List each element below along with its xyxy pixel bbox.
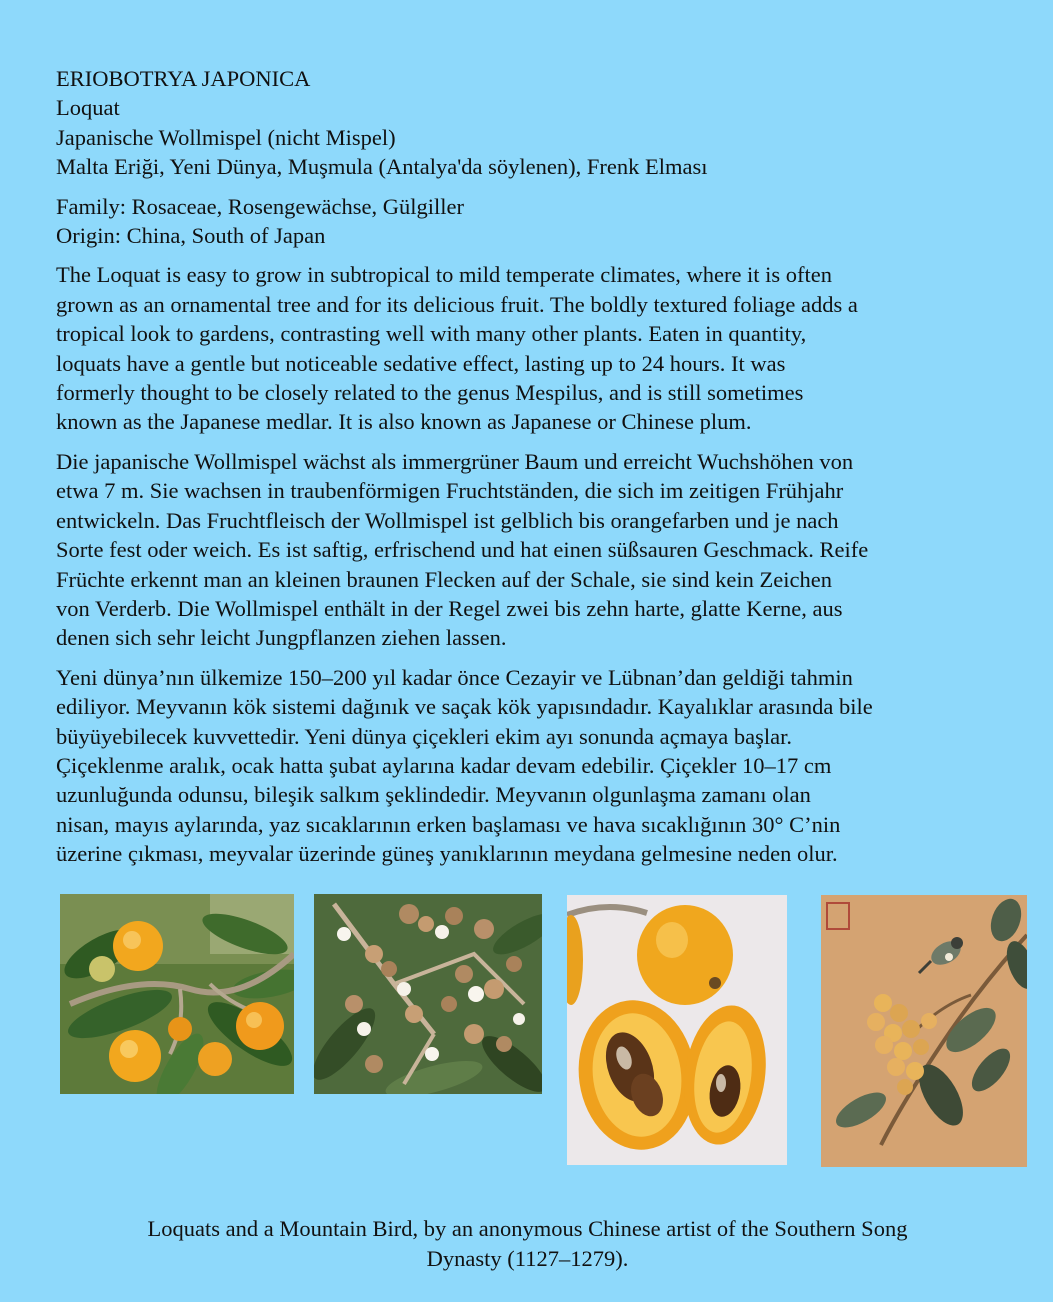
paragraph-line: denen sich sehr leicht Jungpflanzen ziehen lassen. [56, 625, 507, 651]
family-line: Family: Rosaceae, Rosengewächse, Gülgiller [56, 193, 465, 219]
origin-line: Origin: China, South of Japan [56, 223, 326, 249]
name-block [56, 64, 1001, 182]
paragraph-line: Die japanische Wollmispel wächst als immergrüner Baum und erreicht Wuchshöhen von [56, 448, 854, 474]
paragraph-line: etwa 7 m. Sie wachsen in traubenförmigen Fruchtständen, die sich im zeitigen Frühjahr [56, 478, 844, 504]
paragraph-line: known as the Japanese medlar. It is also known as Japanese or Chinese plum. [56, 409, 752, 435]
loquat-blossom-photo [314, 894, 542, 1094]
turkish-names: Malta Eriği, Yeni Dünya, Muşmula (Antalya'da söylenen), Frenk Elması [56, 154, 708, 180]
taxonomy-block [56, 192, 1001, 251]
article-text [56, 64, 1001, 869]
paragraph-line: entwickeln. Das Fruchtfleisch der Wollmispel ist gelblich bis orangefarben und je nach [56, 507, 839, 533]
english-name: Loquat [56, 95, 120, 121]
painting-caption [60, 1214, 995, 1273]
paragraph-line: Çiçeklenme aralık, ocak hatta şubat aylarına kadar devam edebilir. Çiçekler 10–17 cm [56, 752, 832, 778]
paragraph-line: uzunluğunda odunsu, bileşik salkım şeklindedir. Meyvanın olgunlaşma zamanı olan [56, 782, 811, 808]
german-name: Japanische Wollmispel (nicht Mispel) [56, 124, 396, 150]
paragraph-line: von Verderb. Die Wollmispel enthält in der Regel zwei bis zehn harte, glatte Kerne, aus [56, 595, 843, 621]
paragraph-line: formerly thought to be closely related to the genus Mespilus, and is still sometimes [56, 380, 804, 406]
caption-line: Loquats and a Mountain Bird, by an anonymous Chinese artist of the Southern Song [147, 1216, 908, 1241]
paragraph-line: Früchte erkennt man an kleinen braunen Flecken auf der Schale, sie sind kein Zeichen [56, 566, 832, 592]
caption-line: Dynasty (1127–1279). [426, 1245, 629, 1271]
loquat-fruit-on-branch-photo [60, 894, 294, 1094]
paragraph-line: Yeni dünya’nın ülkemize 150–200 yıl kadar önce Cezayir ve Lübnan’dan geldiği tahmin [56, 664, 853, 690]
loquat-cut-fruit-photo [567, 895, 787, 1165]
english-paragraph [56, 260, 1001, 436]
paragraph-line: üzerine çıkması, meyvalar üzerinde güneş yanıklarının meydana gelmesine neden olur. [56, 841, 838, 867]
paragraph-line: nisan, mayıs aylarında, yaz sıcaklarının erken başlaması ve hava sıcaklığının 30° C’nin [56, 811, 841, 837]
german-paragraph [56, 447, 1001, 653]
paragraph-line: ediliyor. Meyvanın kök sistemi dağınık ve saçak kök yapısındadır. Kayalıklar arasında bile [56, 694, 873, 720]
paragraph-line: büyüyebilecek kuvvettedir. Yeni dünya çiçekleri ekim ayı sonunda açmaya başlar. [56, 723, 793, 749]
turkish-paragraph [56, 663, 1001, 869]
paragraph-line: The Loquat is easy to grow in subtropical to mild temperate climates, where it is often [56, 262, 833, 288]
paragraph-line: tropical look to gardens, contrasting well with many other plants. Eaten in quantity, [56, 321, 807, 347]
song-dynasty-painting-photo [821, 895, 1027, 1167]
paragraph-line: grown as an ornamental tree and for its delicious fruit. The boldly textured foliage adds a [56, 291, 858, 317]
scientific-name: ERIOBOTRYA JAPONICA [56, 66, 311, 91]
paragraph-line: loquats have a gentle but noticeable sedative effect, lasting up to 24 hours. It was [56, 350, 786, 376]
paragraph-line: Sorte fest oder weich. Es ist saftig, erfrischend und hat einen süßsauren Geschmack. Reife [56, 537, 869, 563]
